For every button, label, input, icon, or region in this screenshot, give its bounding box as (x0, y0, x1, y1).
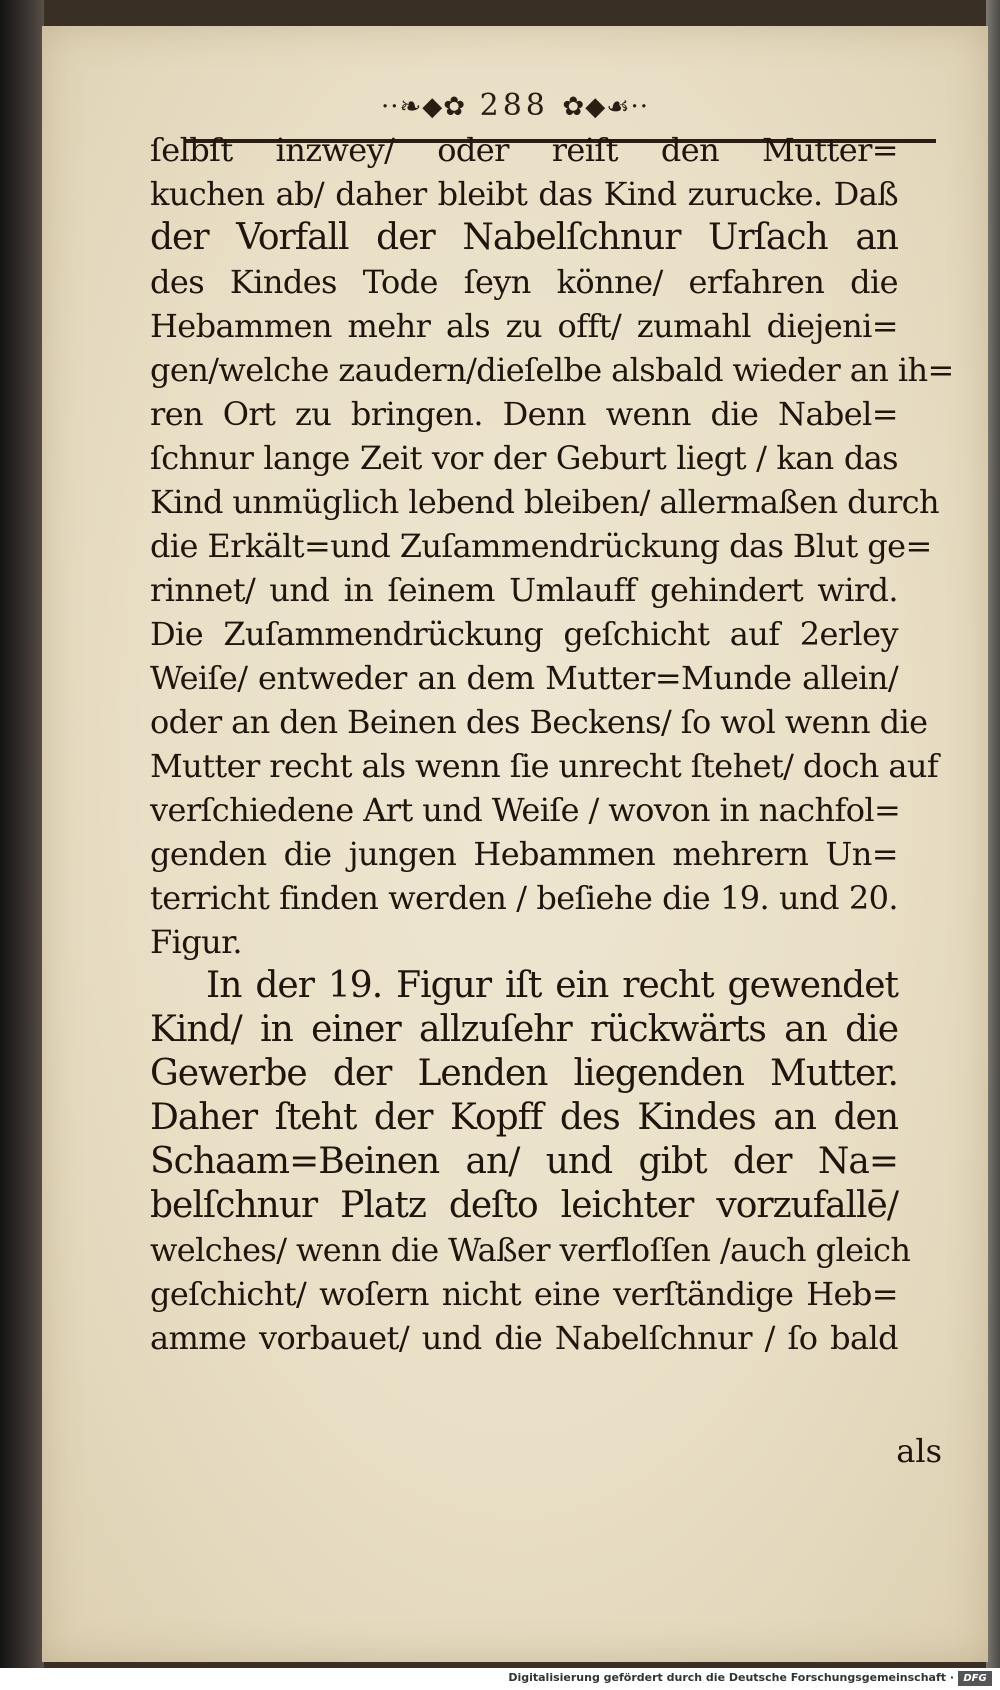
text-line: Die Zuſammendrückung geſchicht auf 2erley (150, 615, 898, 653)
book-binding-edge (0, 0, 44, 1668)
text-line: des Kindes Tode ſeyn könne/ erfahren die (150, 263, 898, 301)
text-line: die Erkält=und Zuſammendrückung das Blut ge= (150, 527, 932, 565)
text-line: genden die jungen Hebammen mehrern Un= (150, 835, 898, 873)
text-line: gen/welche zaudern/dieſelbe alsbald wieder an ih= (150, 351, 954, 389)
text-line: amme vorbauet/ und die Nabelſchnur / ſo bald (150, 1319, 898, 1357)
text-line: welches/ wenn die Waßer verfloſſen /auch gleich (150, 1231, 911, 1269)
footer-bar (0, 1668, 1000, 1690)
page-header (42, 88, 988, 123)
text-line: In der 19. Figur iſt ein recht gewendet (206, 965, 898, 1006)
catchword: als (896, 1432, 942, 1470)
funding-credit: Digitalisierung gefördert durch die Deutsche Forschungsgemeinschaft · (508, 1671, 954, 1684)
body-text (150, 128, 954, 1360)
page-number: 288 (479, 88, 549, 123)
text-line: Daher ſteht der Kopff des Kindes an den (150, 1097, 898, 1138)
text-line: ſchnur lange Zeit vor der Geburt liegt / kan das (150, 439, 898, 477)
text-line: Mutter recht als wenn ſie unrecht ſtehet/ doch auf (150, 747, 939, 785)
text-line: ren Ort zu bringen. Denn wenn die Nabel= (150, 395, 898, 433)
text-line: terricht finden werden / beſiehe die 19. und 20. (150, 879, 898, 917)
text-line: Weiſe/ entweder an dem Mutter=Munde allein/ (150, 659, 898, 697)
text-line: ſelbſt inzwey/ oder reiſt den Mutter= (150, 131, 898, 169)
text-line: oder an den Beinen des Beckens/ ſo wol wenn die (150, 703, 928, 741)
text-line: verſchiedene Art und Weiſe / wovon in nachfol= (150, 791, 901, 829)
text-line: Schaam=Beinen an/ und gibt der Na= (150, 1141, 898, 1182)
text-line: belſchnur Platz deſto leichter vorzufallē/ (150, 1185, 898, 1226)
book-fore-edge (986, 0, 1000, 1668)
text-line: geſchicht/ woſern nicht eine verſtändige Heb= (150, 1275, 898, 1313)
text-line: der Vorfall der Nabelſchnur Urſach an (150, 217, 898, 258)
text-line: Hebammen mehr als zu offt/ zumahl diejeni= (150, 307, 898, 345)
text-line: rinnet/ und in ſeinem Umlauff gehindert wird. (150, 571, 898, 609)
header-ornament-left: ··❧◆✿ (380, 92, 467, 122)
text-line: Kind unmüglich lebend bleiben/ allermaßen durch (150, 483, 939, 521)
dfg-logo: DFG (958, 1671, 992, 1686)
text-line: kuchen ab/ daher bleibt das Kind zurucke. Daß (150, 175, 898, 213)
header-ornament-right: ✿◆☙·· (562, 92, 650, 122)
text-line: Gewerbe der Lenden liegenden Mutter. (150, 1053, 898, 1094)
text-line: Figur. (150, 923, 242, 961)
text-line: Kind/ in einer allzuſehr rückwärts an die (150, 1009, 898, 1050)
